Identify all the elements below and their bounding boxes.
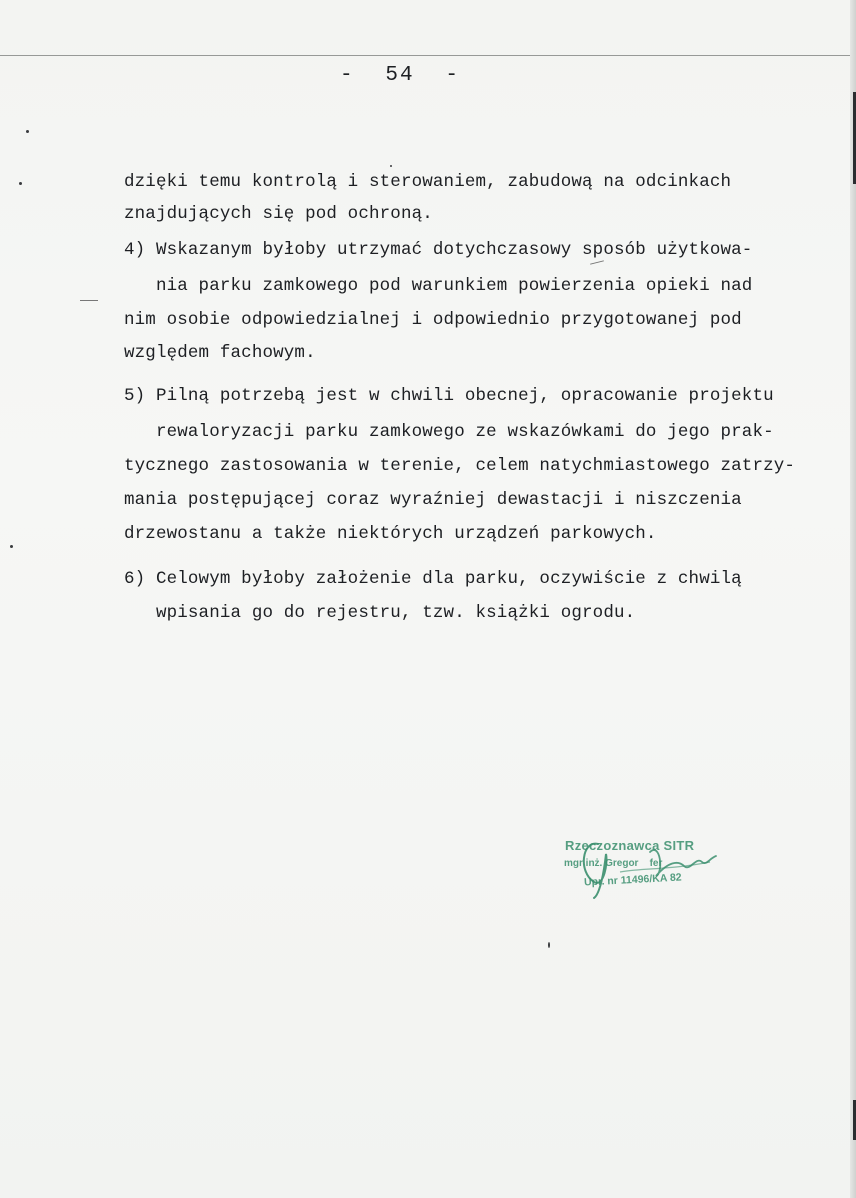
body-line-11: drzewostanu a także niektórych urządzeń parkowych. <box>124 524 657 544</box>
stamp-name: mgr inż. Gregor fer <box>564 858 663 869</box>
stamp-license: Upr. nr 11496/KA 82 <box>583 871 682 889</box>
paper-speck <box>548 942 550 948</box>
page-number-value: 54 <box>385 64 415 87</box>
body-line-9: tycznego zastosowania w terenie, celem natychmiastowego zatrzy- <box>124 456 796 476</box>
body-line-5: nim osobie odpowiedzialnej i odpowiednio przygotowanej pod <box>124 310 742 330</box>
paper-dash <box>80 300 98 301</box>
body-line-1: dzięki temu kontrolą i sterowaniem, zabudową na odcinkach <box>124 172 732 192</box>
page-number-dash-right: - <box>445 64 460 87</box>
expert-stamp <box>560 832 730 902</box>
page-number-dash-left: - <box>340 64 355 87</box>
paper-speck <box>390 165 392 167</box>
body-line-13: wpisania go do rejestru, tzw. książki ogrodu. <box>124 603 636 623</box>
top-border-line <box>0 55 856 56</box>
body-line-6: względem fachowym. <box>124 343 316 363</box>
body-line-10: mania postępującej coraz wyraźniej dewastacji i niszczenia <box>124 490 742 510</box>
body-line-12: 6) Celowym byłoby założenie dla parku, oczywiście z chwilą <box>124 569 742 589</box>
paper-dash <box>590 260 604 264</box>
body-line-3: 4) Wskazanym byłoby utrzymać dotychczasowy sposób użytkowa- <box>124 240 753 260</box>
page-number <box>340 64 460 87</box>
body-line-8: rewaloryzacji parku zamkowego ze wskazówkami do jego prak- <box>124 422 774 442</box>
body-line-4: nia parku zamkowego pod warunkiem powierzenia opieki nad <box>124 276 753 296</box>
handwritten-signature <box>560 832 730 902</box>
paper-speck <box>19 182 22 185</box>
stamp-title: Rzeczoznawca SITR <box>565 838 695 853</box>
paper-speck <box>10 545 13 548</box>
paper-speck <box>26 130 29 133</box>
body-line-2: znajdujących się pod ochroną. <box>124 204 433 224</box>
body-line-7: 5) Pilną potrzebą jest w chwili obecnej, opracowanie projektu <box>124 386 774 406</box>
